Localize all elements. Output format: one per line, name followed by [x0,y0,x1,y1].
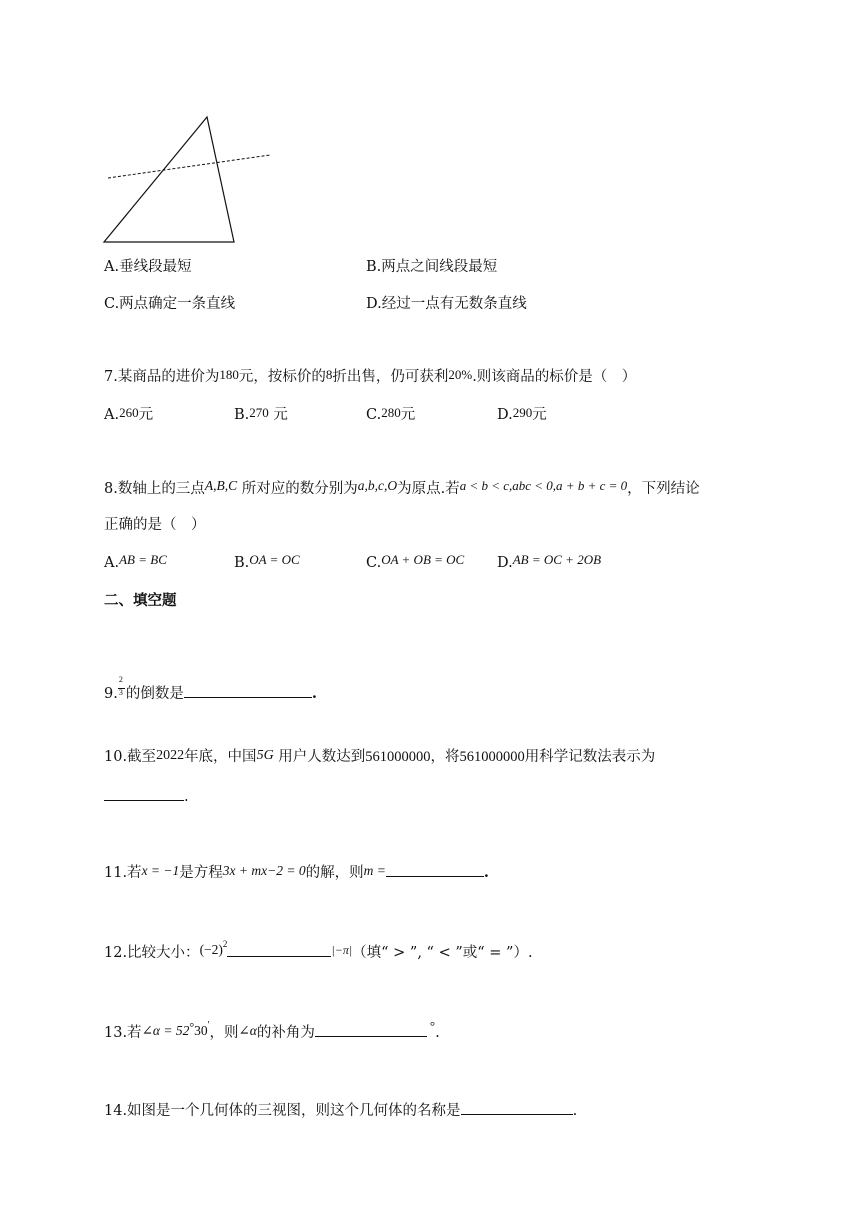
q8-option-a: A.AB = BC [104,552,167,571]
dashed-line [108,155,270,178]
q10-answer-blank[interactable] [104,786,184,801]
q12-question: 12.比较大小：$(-2)^2$ $^{|-\pi|}$（填“ > ”, “ < ”或“ = ”）. [104,939,533,961]
q13-angle-2: ∠α [238,1023,257,1038]
q7-option-a: A.260元 [104,405,154,423]
q7-text-4: .则该商品的标价是（ ） [472,369,637,385]
q10-year: 2022 [156,748,185,763]
q9-fraction: $\frac{2}{3}$ [118,675,123,697]
q6-option-d: D.经过一点有无数条直线 [366,296,527,312]
q10-number-2: 561000000 [459,749,525,765]
q8-option-c: C.OA + OB = OC [366,552,465,571]
q8-vars: a,b,c,O [357,478,398,493]
q6-option-c: C.两点确定一条直线 [104,296,236,312]
q12-right-expr: |−π| [331,943,353,957]
q9-question: 9. $\frac{2}{3}$ 的倒数是 . [104,675,317,702]
q8-text-2: 所对应的数分别为 [237,481,358,497]
q7-discount: 8 [325,367,333,382]
q8-text-3: 为原点.若 [397,481,460,497]
q11-answer-blank[interactable] [386,862,484,877]
q8-option-d: D.AB = OC + 2OB [497,552,602,571]
q8-text-1: 8.数轴上的三点 [104,481,205,497]
q7-text-3: 折出售，仍可获利 [332,369,449,385]
q9-number: 9. [104,686,118,702]
q10-answer-line: . [104,786,189,805]
q10-question: 10.截至2022年底，中国5G 用户人数达到561000000，将561000000用科学记数法表示为 [104,748,656,765]
q7-option-d: D.290元 [497,405,547,423]
q9-answer-blank[interactable] [184,683,312,698]
q6-option-a: A.垂线段最短 [104,259,192,275]
q12-left-expr: $(-2)^2$ [199,939,228,957]
q8-option-b: B.OA = OC [234,552,300,571]
q8-points: A,B,C [204,478,238,493]
q7-text-1: 7.某商品的进价为 [104,369,220,385]
q9-text: 的倒数是 [125,686,184,702]
q6-option-b: B.两点之间线段最短 [366,259,498,275]
q7-option-c: C.280元 [366,405,416,423]
q11-equation-2: 3x + mx−2 = 0 [222,863,306,878]
q11-equation-1: x = −1 [141,863,180,878]
q11-question: 11.若x = −1是方程3x + mx−2 = 0的解，则m = . [104,863,489,881]
q13-question: 13.若∠α = 52°30'，则∠α的补角为 °. [104,1018,440,1041]
q8-text-4: ，下列结论 [627,481,700,497]
q7-option-b: B.270 元 [234,405,288,423]
section-title: 二、填空题 [104,592,177,609]
triangle-figure [100,112,275,247]
q7-text-2: 元，按标价的 [238,369,326,385]
q13-angle: ∠α = 52 [141,1023,190,1038]
q12-answer-blank[interactable] [227,942,331,957]
q7-profit: 20% [448,367,473,382]
q8-question-line2: 正确的是（ ） [104,517,206,533]
q10-tech: 5G [256,748,274,763]
q14-answer-blank[interactable] [461,1100,573,1115]
q8-condition: a < b < c,abc < 0,a + b + c = 0 [459,478,628,493]
q14-question: 14.如图是一个几何体的三视图，则这个几何体的名称是 . [104,1100,577,1119]
q7-question [104,367,637,385]
q7-cost: 180 [219,367,239,382]
triangle-shape [104,117,234,242]
q11-m: m = [363,863,386,878]
q13-answer-blank[interactable] [315,1022,427,1037]
q10-number-1: 561000000 [365,749,431,765]
q8-question [104,478,700,497]
